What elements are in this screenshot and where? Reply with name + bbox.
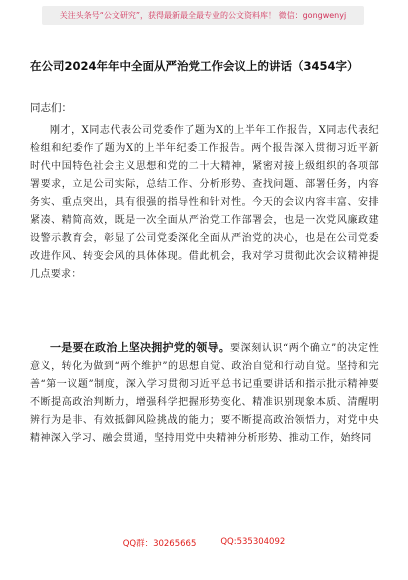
page-title: 在公司2024年年中全面从严治党工作会议上的讲话（3454字） bbox=[30, 59, 359, 73]
body-paragraph-1: 刚才，X同志代表公司党委作了题为X的上半年工作报告，X同志代表纪检组和纪委作了题为X的上半年纪委工作报告。两个报告深入贯彻习近平新时代中国特色社会主义思想和党的二十大精神，紧密对接上级组织的各项部署要求，立足公司实际，总结工作、分析形势、查找问题、部署任务，内容务实、重点突出，具有很强的指导性和针对性。今天的会议内容丰富、安排紧凑、精简高效，既是一次全面从严治党工作部署会，也是一次党风廉政建设警示教育会，彰显了公司党委深化全面从严治党的决心，也是在公司党委改进作风、转变会风的具体体现。借此机会，我对学习贯彻此次会议精神提几点要求： bbox=[30, 125, 379, 280]
paragraph-2-text: 要深刻认识“两个确立”的决定性意义，转化为做到“两个维护”的思想自觉、政治自觉和行动自觉。坚持和完善“第一议题”制度，深入学习贯彻习近平总书记重要讲话和指示批示精神要不断提高政治判断力，增强科学把握形势变化、精准识别现象本质、清醒明辨行为是非、有效抵御风险挑战的能力；要不断提高政治领悟力，对党中央精神深入学习、融会贯通，坚持用党中央精神分析形势、推动工作，始终同 bbox=[30, 343, 379, 444]
paragraph-lead-heading: 一是要在政治上坚决拥护党的领导。 bbox=[50, 341, 231, 354]
greeting: 同志们： bbox=[30, 102, 72, 114]
body-paragraph-2 bbox=[30, 339, 379, 448]
qq-number-text: QQ:535304092 bbox=[220, 537, 286, 547]
footer-contact bbox=[0, 537, 408, 551]
promo-banner: 关注头条号“公文研究”，获得最新最全最专业的公文资料库！ 微信：gongwenyj bbox=[42, 6, 364, 25]
qq-group-text: QQ群：30265665 bbox=[122, 539, 197, 549]
